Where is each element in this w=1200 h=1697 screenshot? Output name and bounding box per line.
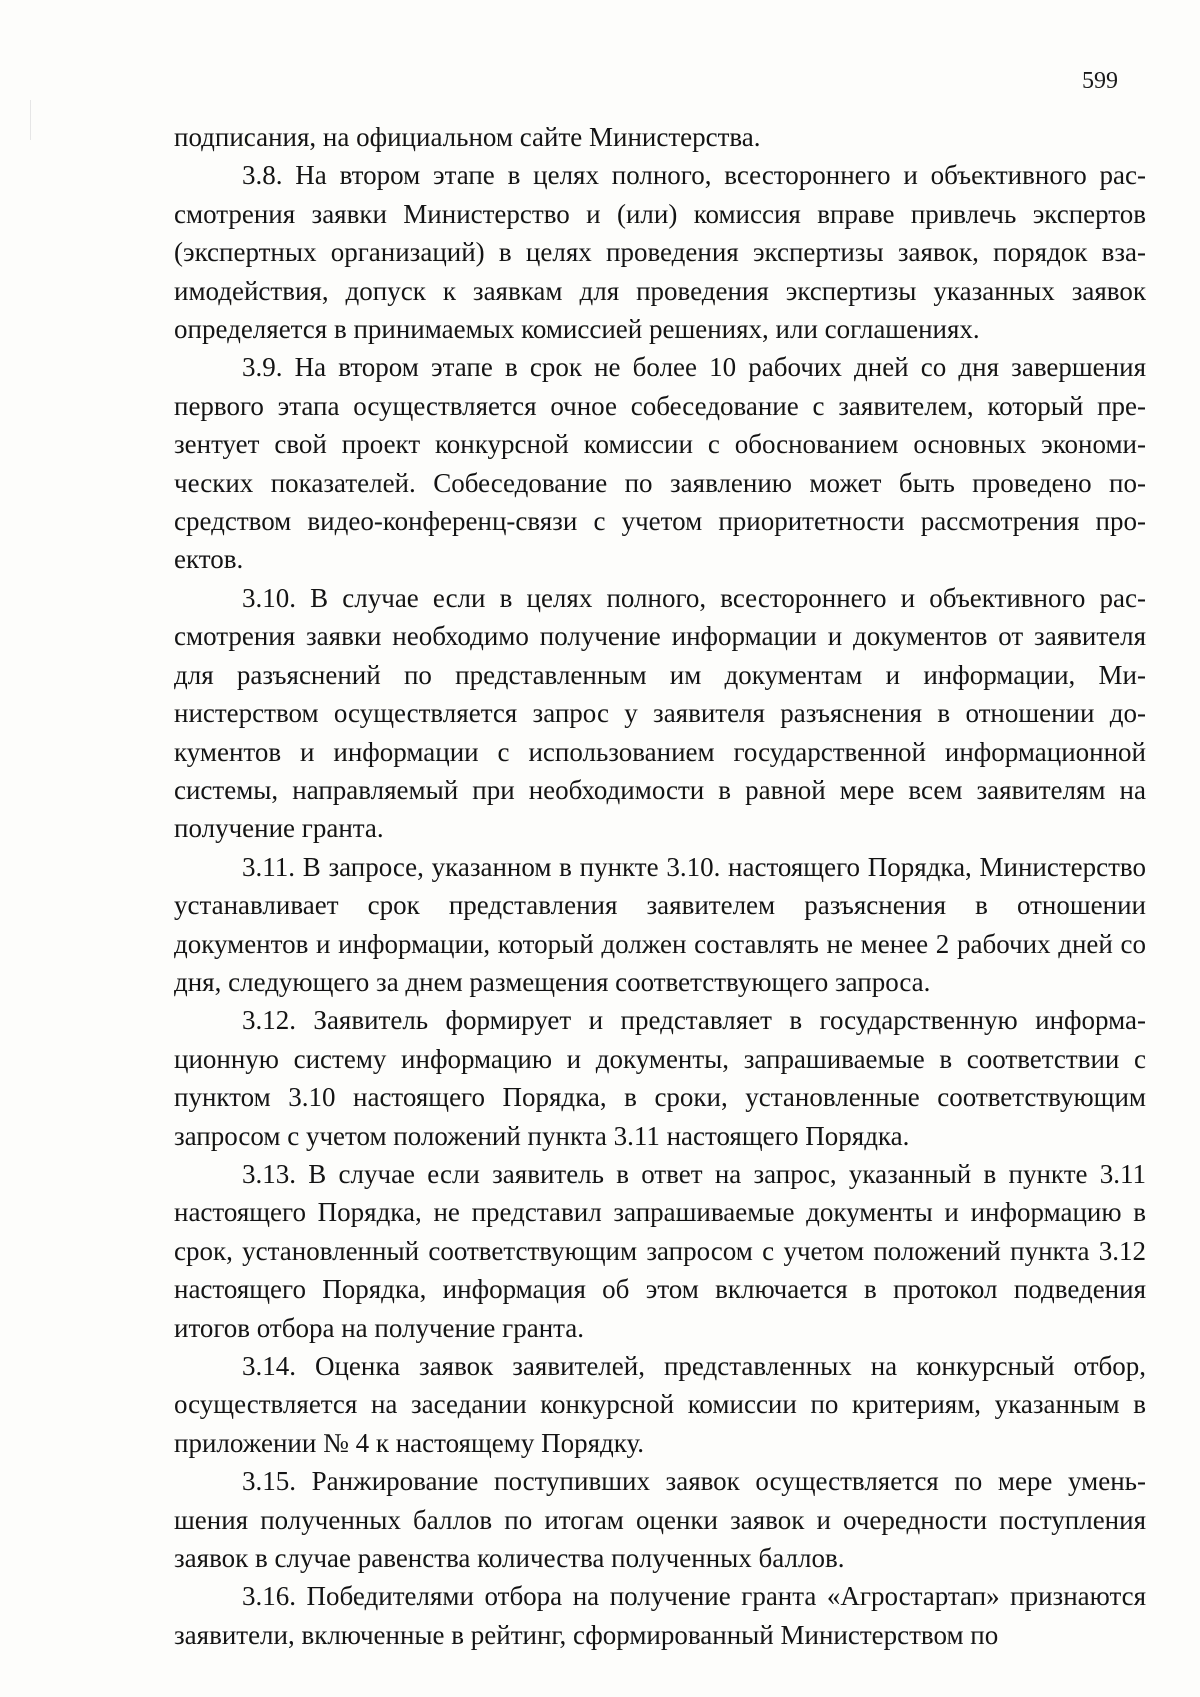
paragraph-3-10: 3.10. В случае если в целях полного, всестороннего и объективного рассмотрения заявки необходимо получение информации и документов от заявителя для разъяснений по представленным им документам и информации, Министерством осуществляется запрос у заявителя разъяснения в отношении документов и информации с использованием государственной информационной системы, направляемый при необходимости в равной мере всем заявителям на получение гранта. <box>174 582 1146 844</box>
paragraph-3-16: 3.16. Победителями отбора на получение гранта «Агростартап» признаются заявители, включенные в рейтинг, сформированный Министерством по <box>174 1581 1146 1650</box>
paragraph-3-12: 3.12. Заявитель формирует и представляет в государственную информационную систему информацию и документы, запрашиваемые в соответствии с пунктом 3.10 настоящего Порядка, в сроки, установленные соответствующим запросом с учетом положений пункта 3.11 настоящего Порядка. <box>174 1005 1146 1151</box>
scan-artifact-line <box>30 100 31 140</box>
paragraph-3-11: 3.11. В запросе, указанном в пункте 3.10. настоящего Порядка, Министерство устанавливает срок представления заявителем разъяснения в отношении документов и информации, который должен составлять не менее 2 рабочих дней со дня, следующего за днем размещения соответствующего запроса. <box>174 851 1146 997</box>
paragraph-3-9: 3.9. На втором этапе в срок не более 10 рабочих дней со дня завершения первого этапа осуществляется очное собеседование с заявителем, который презентует свой проект конкурсной комиссии с обоснованием основных экономических показателей. Собеседование по заявлению может быть проведено посредством видео-конференц-связи с учетом приоритетности рассмотрения проектов. <box>174 352 1146 575</box>
paragraph-3-13: 3.13. В случае если заявитель в ответ на запрос, указанный в пункте 3.11 настоящего Порядка, не представил запрашиваемые документы и информацию в срок, установленный соответствующим запросом с учетом положений пункта 3.12 настоящего Порядка, информация об этом включается в протокол подведения итогов отбора на получение гранта. <box>174 1158 1146 1343</box>
document-body <box>174 118 1146 1654</box>
page-number: 599 <box>1082 68 1118 94</box>
paragraph-3-8: 3.8. На втором этапе в целях полного, всестороннего и объективного рассмотрения заявки Министерство и (или) комиссия вправе привлечь экспертов (экспертных организаций) в целях проведения экспертизы заявок, порядок взаимодействия, допуск к заявкам для проведения экспертизы указанных заявок определяется в принимаемых комиссией решениях, или соглашениях. <box>174 160 1146 345</box>
paragraph-3-15: 3.15. Ранжирование поступивших заявок осуществляется по мере уменьшения полученных баллов по итогам оценки заявок и очередности поступления заявок в случае равенства количества полученных баллов. <box>174 1466 1146 1574</box>
paragraph-continuation: подписания, на официальном сайте Министерства. <box>174 122 761 152</box>
paragraph-3-14: 3.14. Оценка заявок заявителей, представленных на конкурсный отбор, осуществляется на заседании конкурсной комиссии по критериям, указанным в приложении № 4 к настоящему Порядку. <box>174 1351 1146 1458</box>
